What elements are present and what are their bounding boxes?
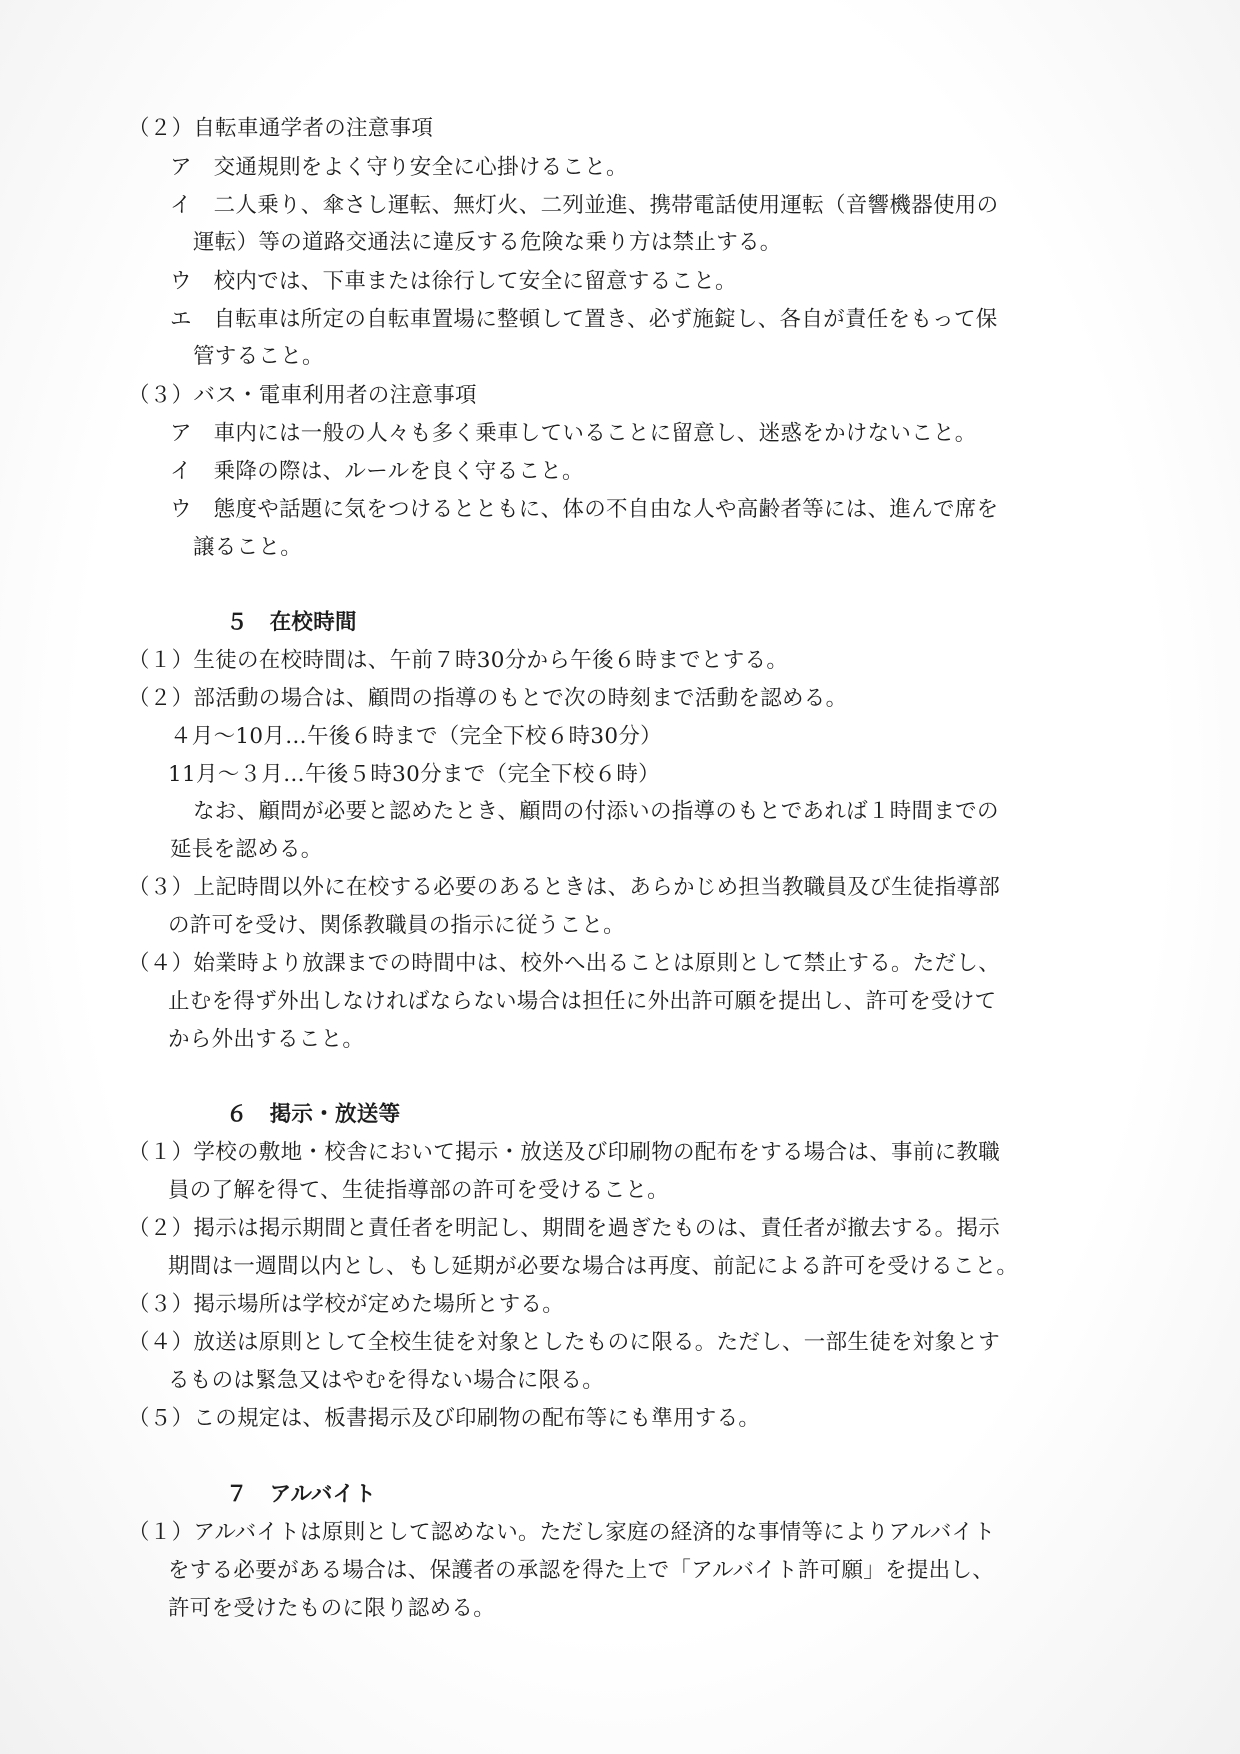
sec4-item2-i-line1: イ 二人乗り、傘さし運転、無灯火、二列並進、携帯電話使用運転（音響機器使用の [170, 193, 999, 218]
sec6-item1-line2: 員の了解を得て、生徒指導部の許可を受けること。 [168, 1178, 669, 1203]
sec5-item1: （１）生徒の在校時間は、午前７時30分から午後６時までとする。 [128, 648, 789, 673]
sec6-item4-line1: （４）放送は原則として全校生徒を対象としたものに限る。ただし、一部生徒を対象とす [128, 1330, 1001, 1355]
sec7-item1-line1: （１）アルバイトは原則として認めない。ただし家庭の経済的な事情等によりアルバイト [128, 1520, 996, 1545]
sec5-item2: （２）部活動の場合は、顧問の指導のもとで次の時刻まで活動を認める。 [128, 686, 848, 711]
sec5-item2-note-line2: 延長を認める。 [170, 837, 323, 862]
sec5-item2-note-line1: なお、顧問が必要と認めたとき、顧問の付添いの指導のもとであれば１時間までの [193, 799, 999, 824]
sec4-item2-i-line2: 運転）等の道路交通法に違反する危険な乗り方は禁止する。 [193, 230, 782, 255]
sec6-item3: （３）掲示場所は学校が定めた場所とする。 [128, 1292, 565, 1317]
sec4-item2-e-line1: エ 自転車は所定の自転車置場に整頓して置き、必ず施錠し、各自が責任をもって保 [170, 307, 998, 332]
sec6-item2-line2: 期間は一週間以内とし、もし延期が必要な場合は再度、前記による許可を受けること。 [168, 1254, 1019, 1279]
sec6-item4-line2: るものは緊急又はやむを得ない場合に限る。 [168, 1368, 605, 1393]
sec5-heading: ５ 在校時間 [226, 610, 357, 635]
sec5-item4-line2: 止むを得ず外出しなければならない場合は担任に外出許可願を提出し、許可を受けて [168, 989, 997, 1014]
sec4-item3-title: （３）バス・電車利用者の注意事項 [128, 383, 477, 408]
sec4-item3-i: イ 乗降の際は、ルールを良く守ること。 [170, 459, 584, 484]
sec4-item3-u-line2: 譲ること。 [193, 535, 303, 560]
sec5-item2-november: 11月～３月…午後５時30分まで（完全下校６時） [168, 762, 660, 787]
sec6-item5: （５）この規定は、板書掲示及び印刷物の配布等にも準用する。 [128, 1406, 761, 1431]
sec7-item1-line2: をする必要がある場合は、保護者の承認を得た上で「アルバイト許可願」を提出し、 [168, 1558, 995, 1583]
sec5-item2-april: ４月～10月…午後６時まで（完全下校６時30分） [170, 724, 662, 749]
sec4-item2-u: ウ 校内では、下車または徐行して安全に留意すること。 [170, 269, 737, 294]
sec6-item1-line1: （１）学校の敷地・校舎において掲示・放送及び印刷物の配布をする場合は、事前に教職 [128, 1140, 1001, 1165]
sec5-item3-line1: （３）上記時間以外に在校する必要のあるときは、あらかじめ担当教職員及び生徒指導部 [128, 875, 1001, 900]
sec4-item2-a: ア 交通規則をよく守り安全に心掛けること。 [170, 155, 628, 180]
sec5-item3-line2: の許可を受け、関係教職員の指示に従うこと。 [168, 913, 625, 938]
sec4-item3-u-line1: ウ 態度や話題に気をつけるとともに、体の不自由な人や高齢者等には、進んで席を [170, 497, 999, 522]
sec5-item4-line1: （４）始業時より放課までの時間中は、校外へ出ることは原則として禁止する。ただし、 [128, 951, 1001, 976]
sec4-item2-e-line2: 管すること。 [193, 344, 324, 369]
sec6-item2-line1: （２）掲示は掲示期間と責任者を明記し、期間を過ぎたものは、責任者が撤去する。掲示 [128, 1216, 1001, 1241]
sec7-item1-line3: 許可を受けたものに限り認める。 [168, 1596, 496, 1621]
sec4-item2-title: （２）自転車通学者の注意事項 [128, 116, 434, 141]
sec5-item4-line3: から外出すること。 [168, 1027, 365, 1052]
sec7-heading: ７ アルバイト [226, 1482, 377, 1507]
sec6-heading: ６ 掲示・放送等 [226, 1102, 401, 1127]
sec4-item3-a: ア 車内には一般の人々も多く乗車していることに留意し、迷惑をかけないこと。 [170, 421, 977, 446]
